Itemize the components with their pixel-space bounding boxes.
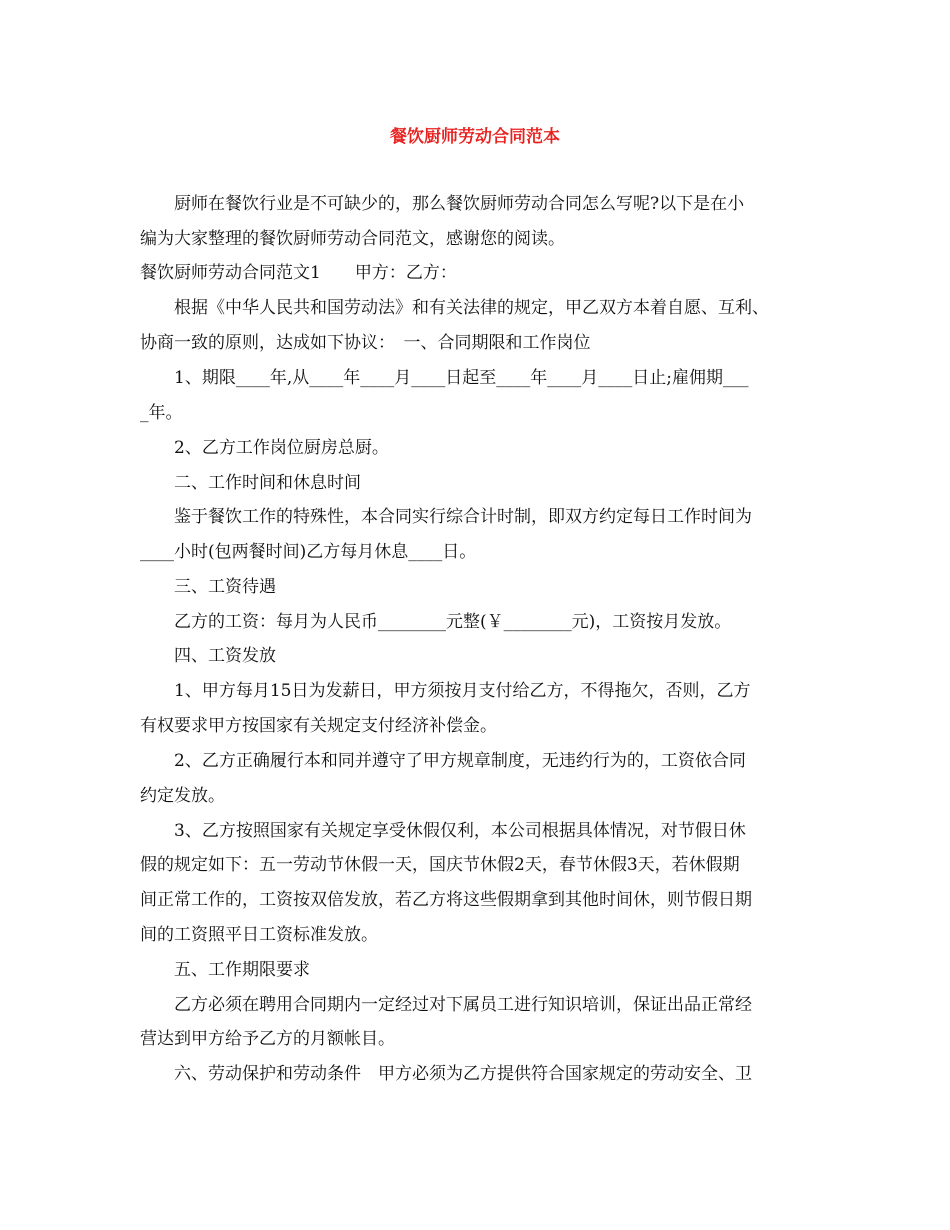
paragraph-line: 厨师在餐饮行业是不可缺少的，那么餐饮厨师劳动合同怎么写呢?以下是在小 bbox=[174, 194, 745, 214]
document-title: 餐饮厨师劳动合同范本 bbox=[390, 127, 560, 147]
paragraph-line: 编为大家整理的餐饮厨师劳动合同范文，感谢您的阅读。 bbox=[140, 229, 565, 249]
section-heading: 二、工作时间和休息时间 bbox=[174, 473, 361, 493]
paragraph-line: 假的规定如下：五一劳动节休假一天，国庆节休假2天，春节休假3天，若休假期 bbox=[140, 855, 740, 875]
paragraph-line: 间的工资照平日工资标准发放。 bbox=[140, 925, 378, 945]
paragraph-line: 约定发放。 bbox=[140, 786, 225, 806]
section-heading: 五、工作期限要求 bbox=[174, 960, 310, 980]
paragraph-line: 2、乙方正确履行本和同并遵守了甲方规章制度，无违约行为的，工资依合同 bbox=[174, 751, 746, 771]
paragraph-line: 餐饮厨师劳动合同范文1 甲方：乙方： bbox=[140, 263, 457, 283]
paragraph-line: 有权要求甲方按国家有关规定支付经济补偿金。 bbox=[140, 716, 497, 736]
paragraph-line: 1、期限____年,从____年____月____日起至____年____月____日止;雇佣期___ bbox=[174, 368, 749, 388]
paragraph-line: ____小时(包两餐时间)乙方每月休息____日。 bbox=[140, 542, 477, 562]
paragraph-line: 根据《中华人民共和国劳动法》和有关法律的规定，甲乙双方本着自愿、互利、 bbox=[174, 298, 769, 318]
paragraph-line: 1、甲方每月15日为发薪日，甲方须按月支付给乙方，不得拖欠，否则，乙方 bbox=[174, 681, 751, 701]
paragraph-line: 鉴于餐饮工作的特殊性，本合同实行综合计时制，即双方约定每日工作时间为 bbox=[174, 507, 752, 527]
section-heading: 三、工资待遇 bbox=[174, 577, 276, 597]
paragraph-line: _年。 bbox=[140, 403, 183, 423]
paragraph-line: 2、乙方工作岗位厨房总厨。 bbox=[174, 438, 389, 458]
paragraph-line: 协商一致的原则，达成如下协议： 一、合同期限和工作岗位 bbox=[140, 333, 591, 353]
paragraph-line: 六、劳动保护和劳动条件 甲方必须为乙方提供符合国家规定的劳动安全、卫 bbox=[174, 1064, 752, 1084]
paragraph-line: 3、乙方按照国家有关规定享受休假仅利，本公司根据具体情况，对节假日休 bbox=[174, 821, 746, 841]
paragraph-line: 乙方的工资：每月为人民币________元整(￥________元)，工资按月发放。 bbox=[174, 612, 732, 632]
paragraph-line: 乙方必须在聘用合同期内一定经过对下属员工进行知识培训，保证出品正常经 bbox=[174, 995, 752, 1015]
paragraph-line: 营达到甲方给予乙方的月额帐目。 bbox=[140, 1029, 395, 1049]
paragraph-line: 间正常工作的，工资按双倍发放，若乙方将这些假期拿到其他时间休，则节假日期 bbox=[140, 890, 752, 910]
section-heading: 四、工资发放 bbox=[174, 646, 276, 666]
